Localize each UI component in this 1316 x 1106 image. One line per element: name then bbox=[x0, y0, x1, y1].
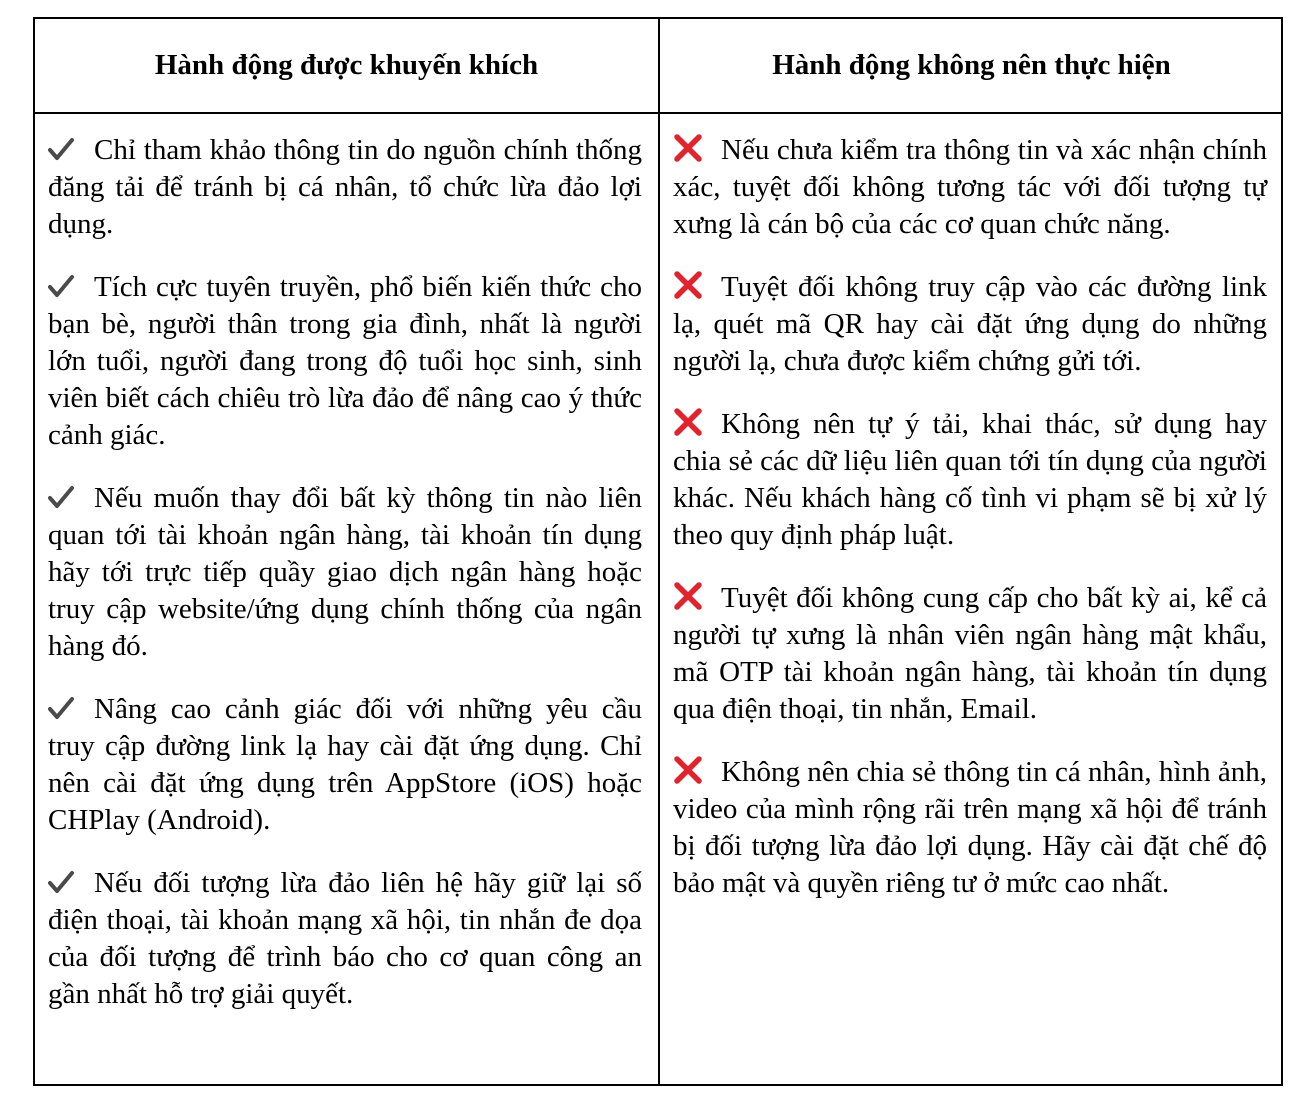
not-recommended-item bbox=[673, 580, 1267, 728]
header-not-recommended: Hành động không nên thực hiện bbox=[772, 49, 1171, 81]
header-divider bbox=[35, 112, 1281, 114]
cross-icon bbox=[673, 407, 703, 437]
header-recommended: Hành động được khuyến khích bbox=[154, 49, 539, 81]
check-icon bbox=[48, 696, 74, 720]
not-recommended-item bbox=[673, 269, 1267, 380]
cross-icon bbox=[673, 755, 703, 785]
check-icon bbox=[48, 274, 74, 298]
not-recommended-column bbox=[673, 132, 1267, 928]
comparison-table bbox=[33, 17, 1283, 1086]
recommended-item-text: Nếu muốn thay đổi bất kỳ thông tin nào liên quan tới tài khoản ngân hàng, tài khoản tín dụng hãy tới trực tiếp quầy giao dịch ngân hàng hoặc truy cập website/ứng dụng chính thống của ngân hàng đó. bbox=[48, 482, 642, 662]
not-recommended-item bbox=[673, 132, 1267, 243]
check-icon bbox=[48, 485, 74, 509]
recommended-item-text: Nâng cao cảnh giác đối với những yêu cầu truy cập đường link lạ hay cài đặt ứng dụng. Chỉ nên cài đặt ứng dụng trên AppStore (iOS) hoặc CHPlay (Android). bbox=[48, 693, 642, 836]
column-divider bbox=[658, 19, 660, 1084]
recommended-item bbox=[48, 865, 642, 1013]
not-recommended-item bbox=[673, 754, 1267, 902]
not-recommended-item-text: Không nên chia sẻ thông tin cá nhân, hình ảnh, video của mình rộng rãi trên mạng xã hội để tránh bị đối tượng lừa đảo lợi dụng. Hãy cài đặt chế độ bảo mật và quyền riêng tư ở mức cao nhất. bbox=[673, 756, 1267, 899]
not-recommended-item-text: Không nên tự ý tải, khai thác, sử dụng hay chia sẻ các dữ liệu liên quan tới tín dụng của người khác. Nếu khách hàng cố tình vi phạm sẽ bị xử lý theo quy định pháp luật. bbox=[673, 408, 1267, 551]
recommended-column bbox=[48, 132, 642, 1039]
recommended-item bbox=[48, 269, 642, 454]
recommended-item bbox=[48, 691, 642, 839]
recommended-item-text: Nếu đối tượng lừa đảo liên hệ hãy giữ lại số điện thoại, tài khoản mạng xã hội, tin nhắn đe dọa của đối tượng để trình báo cho cơ quan công an gần nhất hỗ trợ giải quyết. bbox=[48, 867, 642, 1010]
not-recommended-item-text: Nếu chưa kiểm tra thông tin và xác nhận chính xác, tuyệt đối không tương tác với đối tượng tự xưng là cán bộ của các cơ quan chức năng. bbox=[673, 134, 1267, 240]
cross-icon bbox=[673, 581, 703, 611]
not-recommended-item-text: Tuyệt đối không cung cấp cho bất kỳ ai, kể cả người tự xưng là nhân viên ngân hàng mật khẩu, mã OTP tài khoản ngân hàng, tài khoản tín dụng qua điện thoại, tin nhắn, Email. bbox=[673, 582, 1267, 725]
recommended-item bbox=[48, 132, 642, 243]
recommended-item-text: Chỉ tham khảo thông tin do nguồn chính thống đăng tải để tránh bị cá nhân, tổ chức lừa đảo lợi dụng. bbox=[48, 134, 642, 240]
check-icon bbox=[48, 137, 74, 161]
cross-icon bbox=[673, 270, 703, 300]
not-recommended-item-text: Tuyệt đối không truy cập vào các đường link lạ, quét mã QR hay cài đặt ứng dụng do những người lạ, chưa được kiểm chứng gửi tới. bbox=[673, 271, 1267, 377]
not-recommended-item bbox=[673, 406, 1267, 554]
recommended-item bbox=[48, 480, 642, 665]
cross-icon bbox=[673, 133, 703, 163]
check-icon bbox=[48, 870, 74, 894]
recommended-item-text: Tích cực tuyên truyền, phổ biến kiến thức cho bạn bè, người thân trong gia đình, nhất là người lớn tuổi, người đang trong độ tuổi học sinh, sinh viên biết cách chiêu trò lừa đảo để nâng cao ý thức cảnh giác. bbox=[48, 271, 642, 451]
